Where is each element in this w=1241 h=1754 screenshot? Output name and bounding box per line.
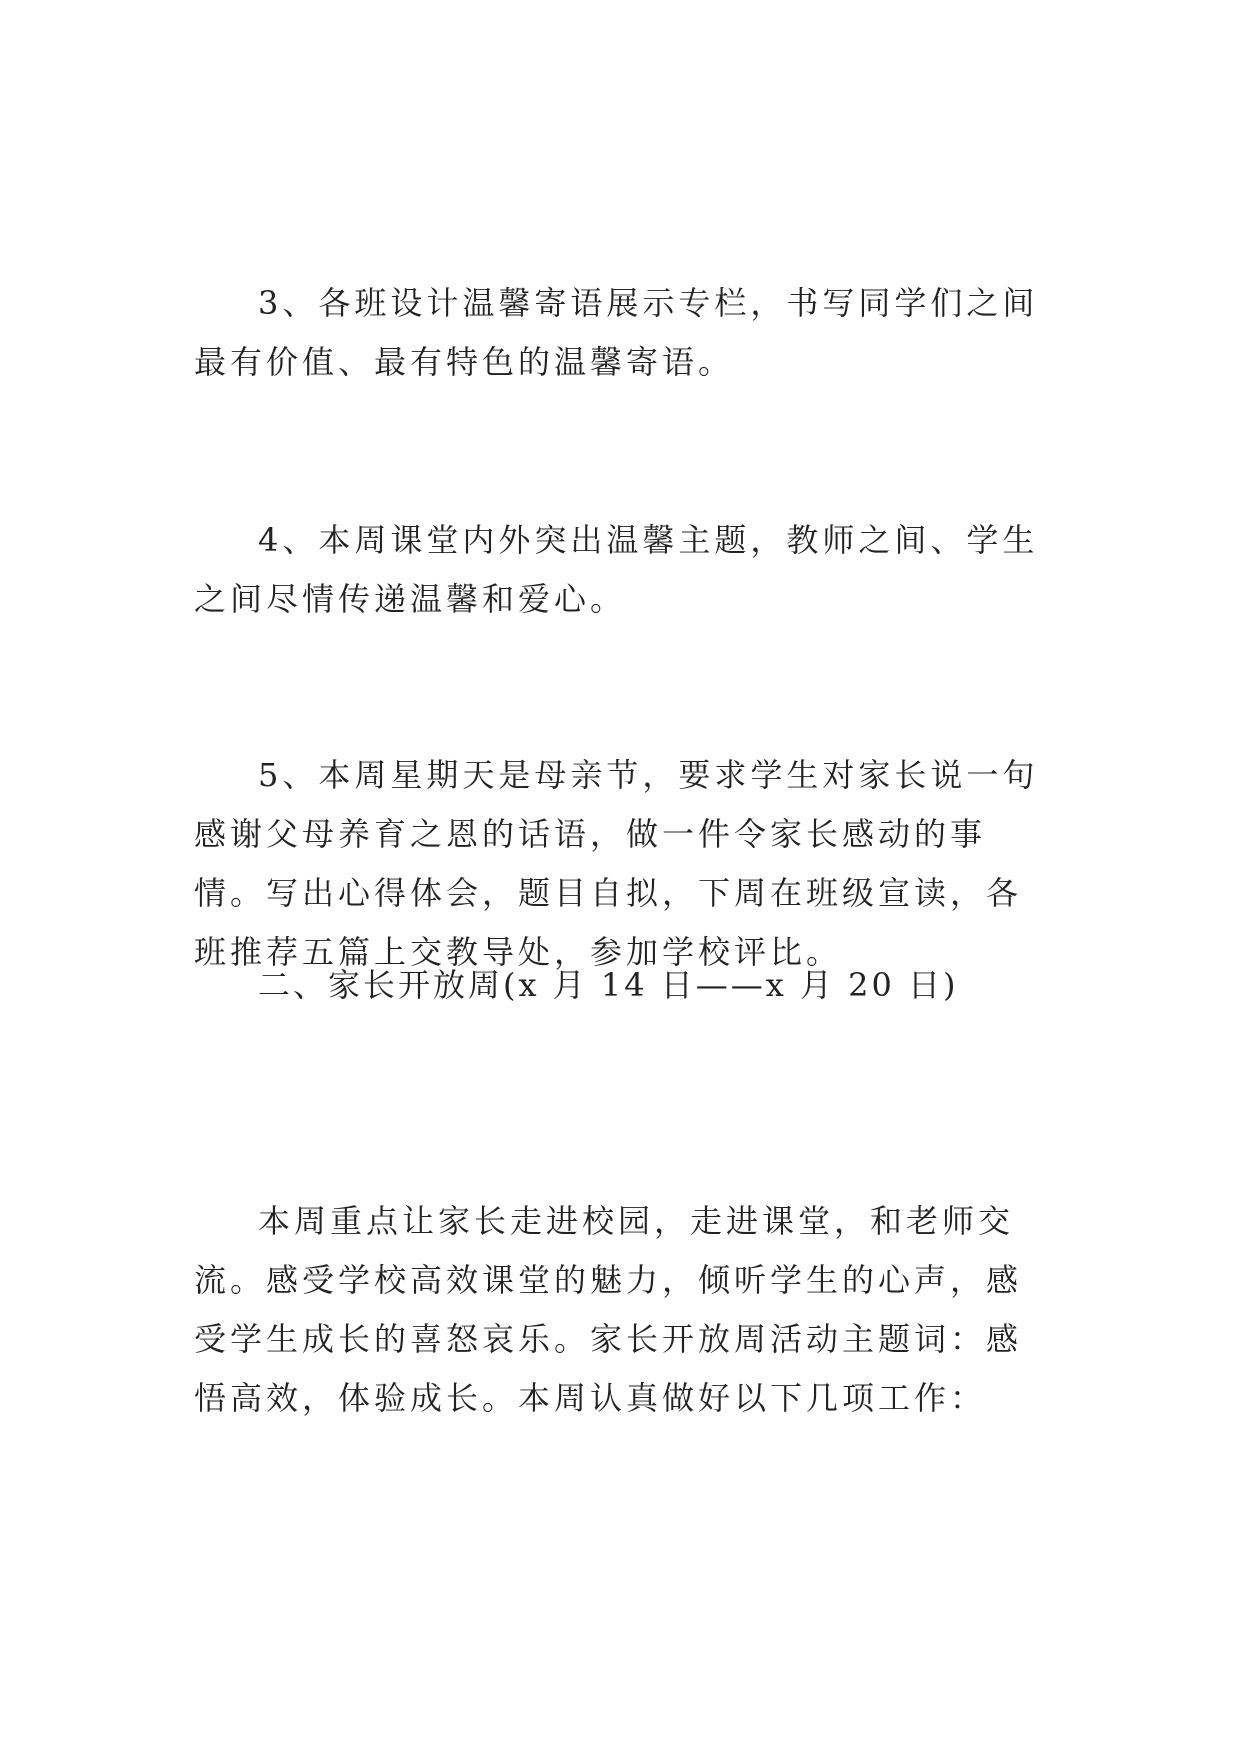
section-heading-parent-open-week: 二、家长开放周(x 月 14 日——x 月 20 日)	[258, 966, 959, 1004]
paragraph-open-week-intro: 本周重点让家长走进校园，走进课堂，和老师交流。感受学校高效课堂的魅力，倾听学生的心声，感受学生成长的喜怒哀乐。家长开放周活动主题词：感悟高效，体验成长。本周认真做好以下几项工作：	[194, 1202, 1023, 1417]
paragraph-item-5: 5、本周星期天是母亲节，要求学生对家长说一句感谢父母养育之恩的话语，做一件令家长感动的事情。写出心得体会，题目自拟，下周在班级宣读，各班推荐五篇上交教导处，参加学校评比。	[194, 756, 1039, 971]
paragraph-item-4: 4、本周课堂内外突出温馨主题，教师之间、学生之间尽情传递温馨和爱心。	[194, 521, 1039, 618]
paragraph-item-3: 3、各班设计温馨寄语展示专栏，书写同学们之间最有价值、最有特色的温馨寄语。	[194, 284, 1039, 381]
